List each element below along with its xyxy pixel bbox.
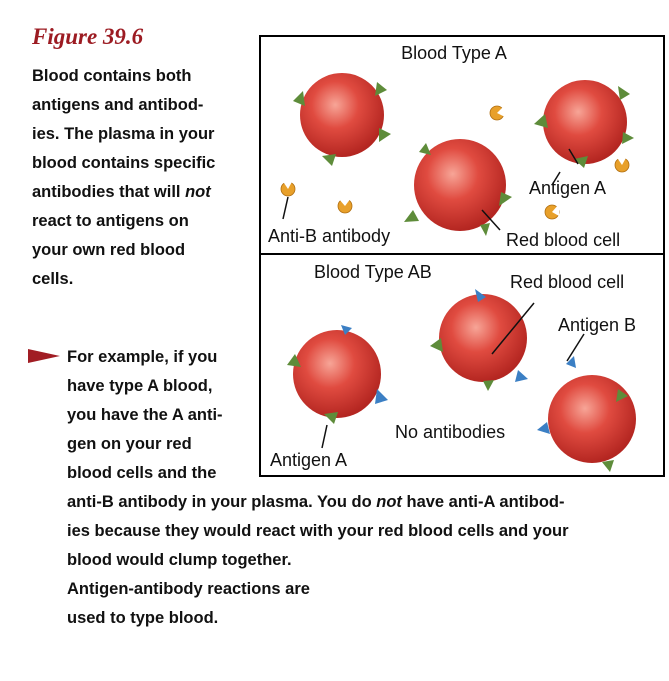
caption-line: your own red blood [32,241,186,259]
antigen-b-icon [537,422,550,434]
example-emphasis: not [376,493,402,511]
label-antigen-a: Antigen A [270,450,348,470]
caption-line: ies. The plasma in your [32,125,215,143]
example-text-head [67,343,252,488]
caption-line: antigens and antibod- [32,96,204,114]
antigen-a-icon [293,91,305,106]
antigen-a-icon [622,132,634,144]
antigen-b-icon [515,370,528,382]
caption-line: Blood contains both [32,67,192,85]
label-antigen-a: Antigen A [529,178,607,198]
red-blood-cell [430,289,528,391]
panel-a-title: Blood Type A [401,43,507,63]
example-text-tail [67,488,647,633]
antibody-icon [281,180,295,196]
example-line: blood would clump together. [67,551,292,569]
antigen-a-icon [379,128,391,142]
antibody-icon [338,198,352,213]
red-blood-cell [404,139,512,236]
leader-line [283,197,288,219]
example-line: you have the A anti- [67,406,223,424]
antigen-a-icon [483,380,494,391]
antigen-b-icon [375,389,388,404]
antigen-a-icon [324,412,338,424]
antigen-a-icon [499,192,512,206]
label-red-blood-cell: Red blood cell [510,272,625,292]
blood-type-diagram [258,34,666,478]
antigen-a-icon [375,82,387,96]
antigen-a-icon [618,86,630,100]
red-blood-cell [537,356,636,472]
caption-line: cells. [32,270,74,288]
label-no-antibodies: No antibodies [395,422,506,442]
red-blood-cell [293,73,391,166]
example-line: have type A blood, [67,377,213,395]
antigen-b-icon [566,356,576,368]
label-antigen-b: Antigen B [558,315,637,335]
antigen-a-icon [419,143,431,155]
antigen-a-icon [430,338,443,352]
caption-line: antibodies that will [32,183,186,201]
caption-line: blood contains specific [32,154,216,172]
caption-emphasis: not [185,183,211,201]
caption-line: react to antigens on [32,212,189,230]
antibody-icon [545,204,559,219]
label-red-blood-cell: Red blood cell [506,230,621,250]
antigen-a-icon [602,460,614,472]
example-line: ies because they would react with your red blood cells and your [67,522,569,540]
arrow-bullet-icon [28,349,60,363]
example-line: gen on your red [67,435,192,453]
figure-title: Figure 39.6 [32,24,144,49]
antigen-a-icon [322,154,336,166]
panel-ab-title: Blood Type AB [314,262,432,282]
label-anti-b-antibody: Anti-B antibody [268,226,391,246]
antigen-a-icon [480,223,490,236]
example-line: have anti-A antibod- [401,493,565,511]
antibody-icon [490,105,505,120]
example-line: Antigen-antibody reactions are [67,580,310,598]
leader-line [567,334,584,361]
example-line: anti-B antibody in your plasma. You do [67,493,377,511]
red-blood-cell [534,80,634,168]
example-line: For example, if you [67,348,218,366]
antibody-icon [615,156,629,172]
example-line: used to type blood. [67,609,219,627]
antigen-a-icon [404,210,419,222]
red-blood-cell [287,325,388,424]
figure-caption [32,62,237,294]
example-line: blood cells and the [67,464,217,482]
leader-line [322,425,327,448]
